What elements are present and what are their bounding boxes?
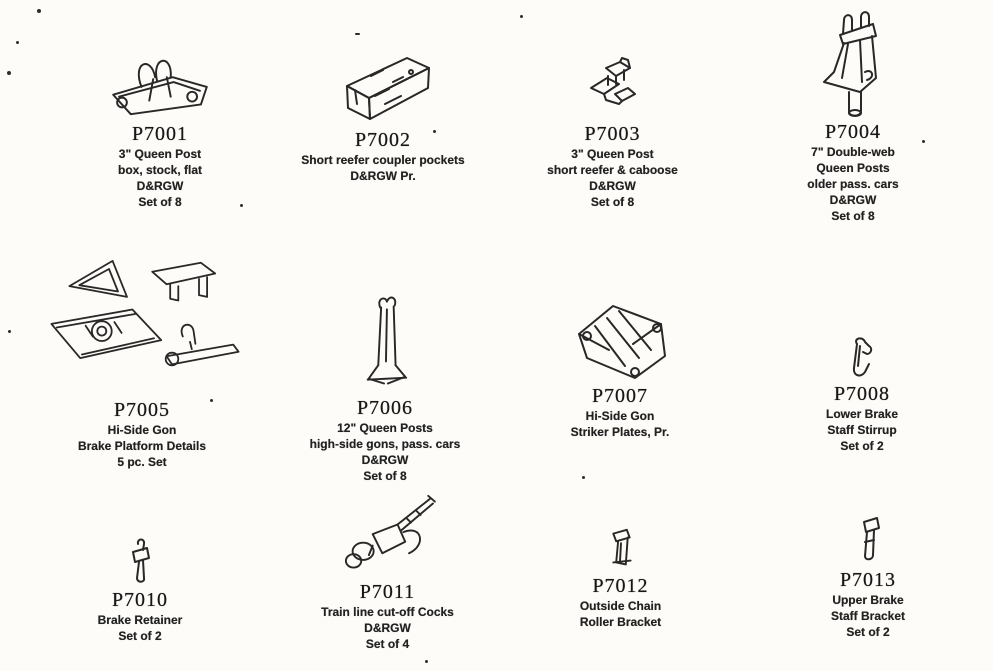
part-desc-line: Train line cut-off Cocks xyxy=(321,605,454,619)
part-desc-line: Queen Posts xyxy=(816,161,890,175)
part-desc-line: Set of 2 xyxy=(840,439,884,453)
catalog-item-p7002 xyxy=(283,34,483,184)
part-desc-line: Set of 4 xyxy=(365,637,410,651)
part-number: P7003 xyxy=(584,123,641,145)
catalog-item-p7011 xyxy=(290,490,485,652)
part-number: P7010 xyxy=(111,589,169,611)
part-desc-line: D&RGW xyxy=(589,179,636,193)
part-number: P7007 xyxy=(591,385,649,407)
p7011-part-drawing xyxy=(290,490,485,580)
part-desc-line: high-side gons, pass. cars xyxy=(309,437,461,451)
scan-speck xyxy=(7,71,11,75)
part-desc-line: Striker Plates, Pr. xyxy=(570,425,670,439)
p7013-part-drawing xyxy=(778,496,958,568)
p7001-part-drawing xyxy=(55,44,265,122)
part-desc-line: Hi-Side Gon xyxy=(585,409,655,423)
p7010-part-drawing xyxy=(45,510,235,588)
part-desc-line: 3" Queen Post xyxy=(118,147,202,161)
part-desc-line: D&RGW Pr. xyxy=(350,169,416,183)
part-desc-line: Brake Platform Details xyxy=(77,439,207,453)
part-number: P7002 xyxy=(354,129,412,151)
catalog-item-p7001 xyxy=(55,44,265,210)
part-number: P7013 xyxy=(839,569,897,591)
p7002-part-drawing xyxy=(283,34,483,128)
part-desc-line: 5 pc. Set xyxy=(117,455,167,469)
scan-speck xyxy=(582,476,585,479)
catalog-item-p7005 xyxy=(22,246,262,470)
part-number: P7008 xyxy=(833,383,891,405)
scan-speck xyxy=(425,660,428,663)
part-desc-line: Staff Bracket xyxy=(830,609,906,623)
part-desc-line: 12" Queen Posts xyxy=(337,421,433,435)
p7005-part-drawing xyxy=(22,246,262,398)
catalog-item-p7013 xyxy=(778,496,958,640)
part-desc-line: Set of 8 xyxy=(363,469,407,483)
part-desc-line: 3" Queen Post xyxy=(571,147,654,161)
catalog-item-p7004 xyxy=(758,6,948,224)
part-desc-line: D&RGW xyxy=(829,193,877,207)
part-desc-line: Staff Stirrup xyxy=(827,423,897,437)
part-desc-line: short reefer & caboose xyxy=(547,163,678,177)
part-desc-line: Upper Brake xyxy=(832,593,904,607)
part-number: P7004 xyxy=(824,121,882,143)
catalog-item-p7007 xyxy=(525,282,715,440)
part-number: P7001 xyxy=(131,123,189,145)
scan-speck xyxy=(520,15,523,18)
part-desc-line: box, stock, flat xyxy=(117,163,203,177)
part-desc-line: Short reefer coupler pockets xyxy=(301,153,465,167)
part-desc-line: older pass. cars xyxy=(807,177,899,191)
part-desc-line: Set of 2 xyxy=(846,625,890,639)
p7008-part-drawing xyxy=(772,308,952,382)
catalog-item-p7008 xyxy=(772,308,952,454)
part-desc-line: D&RGW xyxy=(364,621,411,635)
p7006-part-drawing xyxy=(285,290,485,396)
part-desc-line: Set of 8 xyxy=(590,195,635,209)
scan-speck xyxy=(16,41,19,44)
part-desc-line: D&RGW xyxy=(361,453,409,467)
part-desc-line: Hi-Side Gon xyxy=(107,423,177,437)
p7003-part-drawing xyxy=(515,46,710,122)
p7007-part-drawing xyxy=(525,282,715,384)
scan-speck xyxy=(8,330,11,333)
part-desc-line: Brake Retainer xyxy=(97,613,183,627)
part-desc-line: Set of 2 xyxy=(118,629,162,643)
scan-speck xyxy=(37,9,41,13)
part-number: P7011 xyxy=(359,581,416,603)
catalog-item-p7006 xyxy=(285,290,485,484)
catalog-item-p7012 xyxy=(528,506,713,630)
part-desc-line: Outside Chain xyxy=(579,599,662,613)
part-desc-line: 7" Double-web xyxy=(811,145,895,159)
part-number: P7006 xyxy=(356,397,414,419)
part-number: P7005 xyxy=(113,399,171,421)
p7004-part-drawing xyxy=(758,6,948,120)
part-desc-line: Lower Brake xyxy=(825,407,899,421)
catalog-item-p7010 xyxy=(45,510,235,644)
part-desc-line: Roller Bracket xyxy=(579,615,662,629)
part-desc-line: Set of 8 xyxy=(831,209,875,223)
part-number: P7012 xyxy=(592,575,649,597)
p7012-part-drawing xyxy=(528,506,713,574)
catalog-item-p7003 xyxy=(515,46,710,210)
part-desc-line: Set of 8 xyxy=(138,195,182,209)
part-desc-line: D&RGW xyxy=(136,179,184,193)
